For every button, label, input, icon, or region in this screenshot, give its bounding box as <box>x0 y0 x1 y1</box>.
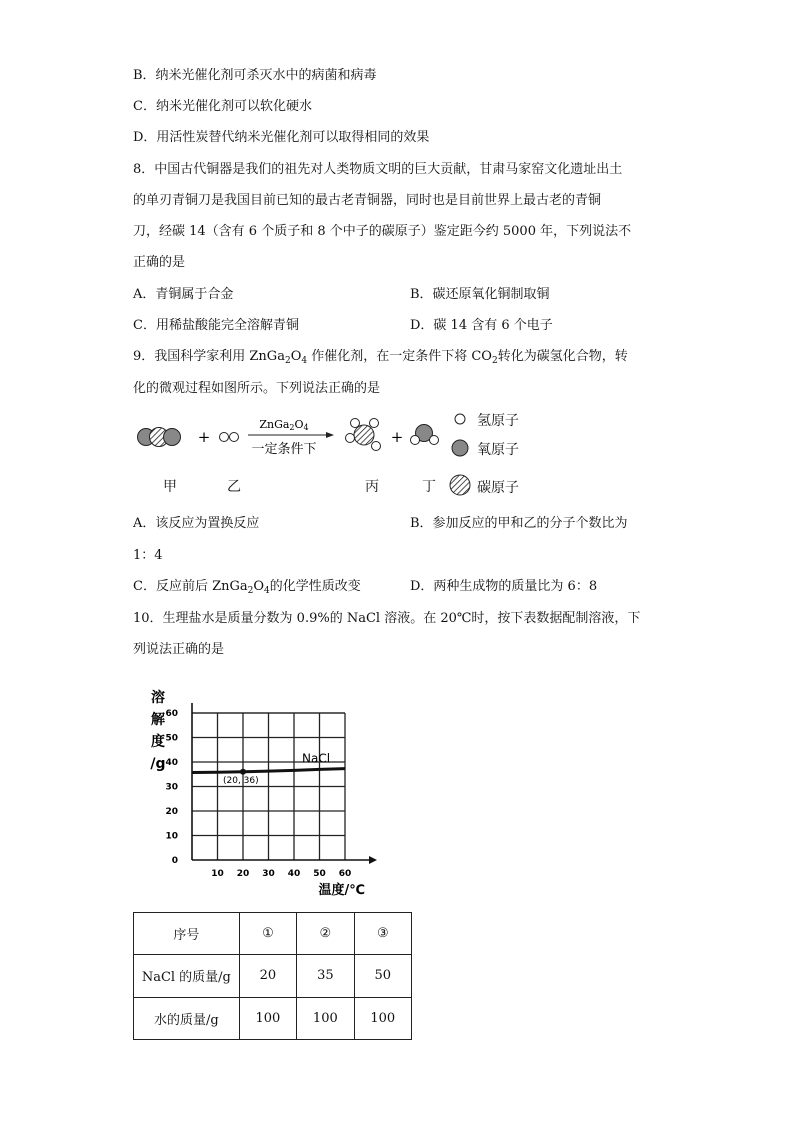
q8-option-a: A．青铜属于合金 <box>133 287 234 302</box>
table-cell: 100 <box>239 997 296 1039</box>
hydrogen-atom <box>230 433 239 442</box>
y-axis-label-char: 溶 <box>151 690 165 706</box>
legend-hydrogen-label: 氢原子 <box>477 413 519 429</box>
hydrogen-atom <box>372 442 381 451</box>
legend-hydrogen-icon <box>455 414 465 424</box>
legend-carbon-label: 碳原子 <box>477 480 519 496</box>
x-tick-label: 30 <box>262 869 275 879</box>
y-tick-label: 20 <box>165 807 178 817</box>
hydrogen-atom <box>346 434 355 443</box>
x-tick-label: 60 <box>338 869 352 879</box>
series-label: NaCl <box>302 751 331 766</box>
hydrogen-atom <box>351 419 360 428</box>
x-axis-label: 温度/℃ <box>318 883 365 898</box>
y-tick-label: 60 <box>165 709 178 719</box>
molecule-jia-co2 <box>138 428 181 447</box>
hydrogen-atom <box>220 433 229 442</box>
x-tick-label: 20 <box>236 869 250 879</box>
table-header-cell: ① <box>239 913 296 955</box>
table-row <box>134 997 412 1039</box>
chart-tick-labels <box>165 709 351 879</box>
y-tick-label: 40 <box>165 758 178 768</box>
table-header-row <box>134 913 412 955</box>
solubility-chart <box>140 686 390 900</box>
q9-option-a: A．该反应为置换反应 <box>133 516 260 531</box>
q9-stem-line-2: 化的微观过程如图所示。下列说法正确的是 <box>133 381 381 396</box>
q8-option-d: D．碳 14 含有 6 个电子 <box>410 318 553 333</box>
legend-oxygen-icon <box>452 440 468 456</box>
legend-carbon-icon <box>450 475 470 495</box>
y-tick-label: 50 <box>165 733 178 744</box>
molecule-bing-ch4 <box>346 419 381 451</box>
arrow-head-icon <box>326 432 334 438</box>
table-cell: 100 <box>297 997 354 1039</box>
table-cell: 100 <box>354 997 411 1039</box>
reaction-diagram <box>130 408 550 508</box>
y-tick-label: 30 <box>165 782 178 793</box>
q9-option-b: B．参加反应的甲和乙的分子个数比为 <box>410 516 628 531</box>
legend-oxygen-label: 氧原子 <box>477 442 519 458</box>
hydrogen-atom <box>430 436 439 445</box>
table-header-cell: ③ <box>354 913 411 955</box>
label-ding: 丁 <box>422 479 436 495</box>
table-cell: 50 <box>354 955 411 997</box>
q7-option-d: D．用活性炭替代纳米光催化剂可以取得相同的效果 <box>133 130 430 145</box>
table-cell: 35 <box>297 955 354 997</box>
q10-stem-line-1: 10．生理盐水是质量分数为 0.9%的 NaCl 溶液。在 20℃时，按下表数据配制溶液，下 <box>133 611 641 626</box>
condition-label: 一定条件下 <box>251 442 317 457</box>
y-axis-label-char: /g <box>150 756 166 772</box>
annotation-point <box>240 769 246 775</box>
carbon-atom <box>354 425 374 445</box>
label-yi: 乙 <box>227 479 241 495</box>
q9-option-c: C．反应前后 $ZnGa_2O_4$的化学性质改变 <box>133 579 361 596</box>
q7-option-c: C．纳米光催化剂可以软化硬水 <box>133 99 312 114</box>
hydrogen-atom <box>370 419 379 428</box>
q8-stem-line-2: 的单刃青铜刀是我国目前已知的最古老青铜器，同时也是目前世界上最古老的青铜 <box>133 193 602 208</box>
molecule-yi-h2 <box>220 433 239 442</box>
table-header-cell: 序号 <box>134 913 240 955</box>
data-table <box>133 912 412 1040</box>
plus-sign-2: + <box>390 428 404 446</box>
y-tick-label: 0 <box>171 856 178 866</box>
label-bing: 丙 <box>365 479 379 495</box>
x-tick-label: 50 <box>313 869 326 879</box>
y-tick-label: 10 <box>165 831 178 842</box>
q8-stem-line-4: 正确的是 <box>133 255 186 270</box>
chart-axes <box>192 703 377 864</box>
catalyst-label: ZnGa2O4 <box>259 418 309 432</box>
q8-option-c: C．用稀盐酸能完全溶解青铜 <box>133 318 299 333</box>
table-cell: 水的质量/g <box>134 997 240 1039</box>
q8-stem-line-1: 8．中国古代铜器是我们的祖先对人类物质文明的巨大贡献，甘肃马家窑文化遗址出土 <box>133 162 623 177</box>
q9-option-b-continued: 1：4 <box>133 548 163 563</box>
x-tick-label: 10 <box>211 869 224 879</box>
molecule-ding-h2o <box>411 425 439 445</box>
q8-option-b: B．碳还原氧化铜制取铜 <box>410 287 550 302</box>
x-tick-label: 40 <box>287 869 301 879</box>
label-jia: 甲 <box>163 479 177 495</box>
table-cell: NaCl 的质量/g <box>134 955 240 997</box>
y-axis-label-char: 度 <box>151 734 165 750</box>
oxygen-atom <box>164 429 181 446</box>
hydrogen-atom <box>411 436 420 445</box>
table-cell: 20 <box>239 955 296 997</box>
plus-sign-1: + <box>197 428 211 446</box>
table-row <box>134 955 412 997</box>
x-axis-arrow-icon <box>369 856 377 864</box>
q9-option-d: D．两种生成物的质量比为 6：8 <box>410 579 598 594</box>
q9-stem-line-1: 9．我国科学家利用 $ZnGa_2O_4$ 作催化剂，在一定条件下将 $CO_2$转化为碳氢化合物，转 <box>133 349 628 366</box>
annotation-label: (20, 36) <box>223 775 259 786</box>
q8-stem-line-3: 刀，经碳 14（含有 6 个质子和 8 个中子的碳原子）鉴定距今约 5000 年，下列说法不 <box>133 224 632 239</box>
y-axis-label <box>150 689 166 772</box>
q7-option-b: B．纳米光催化剂可杀灭水中的病菌和病毒 <box>133 68 377 83</box>
table-header-cell: ② <box>297 913 354 955</box>
chart-grid <box>192 713 345 860</box>
y-axis-label-char: 解 <box>151 712 165 728</box>
q10-stem-line-2: 列说法正确的是 <box>133 642 225 657</box>
